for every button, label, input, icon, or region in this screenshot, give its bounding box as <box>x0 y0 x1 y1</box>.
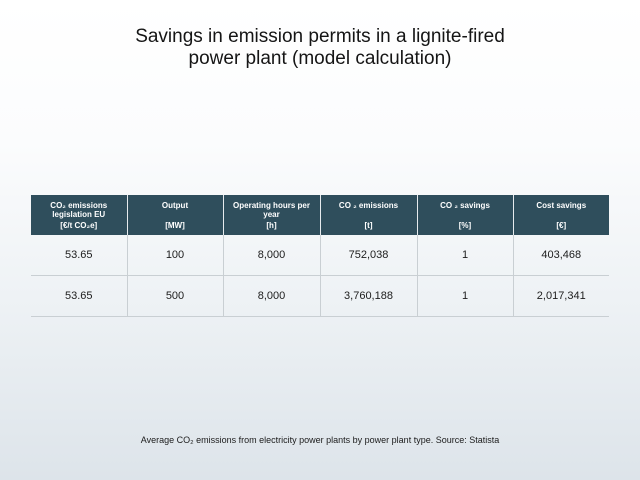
table-cell: 8,000 <box>223 235 320 276</box>
table-cell: 1 <box>417 276 513 317</box>
column-label: Cost savings <box>536 201 587 210</box>
title-line-2: power plant (model calculation) <box>188 48 452 69</box>
column-unit: [€] <box>556 221 567 230</box>
column-header-co2-savings <box>417 195 513 235</box>
source-caption: Average CO₂ emissions from electricity power plants by power plant type. Source: Statista <box>140 435 500 445</box>
table-cell: 53.65 <box>31 235 127 276</box>
page-title <box>0 26 640 70</box>
table-cell: 53.65 <box>31 276 127 317</box>
table-cell: 752,038 <box>320 235 417 276</box>
emission-permits-table <box>31 195 609 317</box>
column-header-co2-emissions <box>320 195 417 235</box>
column-label: CO ₂ emissions <box>338 201 399 210</box>
title-line-1: Savings in emission permits in a lignite-fired <box>135 26 505 47</box>
column-header-operating-hours <box>223 195 320 235</box>
table-cell: 8,000 <box>223 276 320 317</box>
table-cell: 500 <box>127 276 223 317</box>
column-header-cost-savings <box>513 195 609 235</box>
emission-permits-table-container <box>31 195 609 317</box>
column-label: CO₂ emissions legislation EU <box>50 201 108 219</box>
table-cell: 100 <box>127 235 223 276</box>
column-label: Output <box>161 201 189 210</box>
column-unit: [t] <box>364 221 373 230</box>
column-unit: [%] <box>458 221 472 230</box>
table-header-row <box>31 195 609 235</box>
table-cell: 403,468 <box>513 235 609 276</box>
table-row <box>31 235 609 276</box>
column-label: Operating hours per year <box>233 201 310 219</box>
table-cell: 2,017,341 <box>513 276 609 317</box>
column-header-output <box>127 195 223 235</box>
table-cell: 3,760,188 <box>320 276 417 317</box>
table-cell: 1 <box>417 235 513 276</box>
column-unit: [€/t CO₂e] <box>60 221 98 230</box>
table-row <box>31 276 609 317</box>
column-unit: [h] <box>266 221 277 230</box>
column-header-co2-legislation <box>31 195 127 235</box>
column-unit: [MW] <box>165 221 185 230</box>
column-label: CO ₂ savings <box>440 201 490 210</box>
